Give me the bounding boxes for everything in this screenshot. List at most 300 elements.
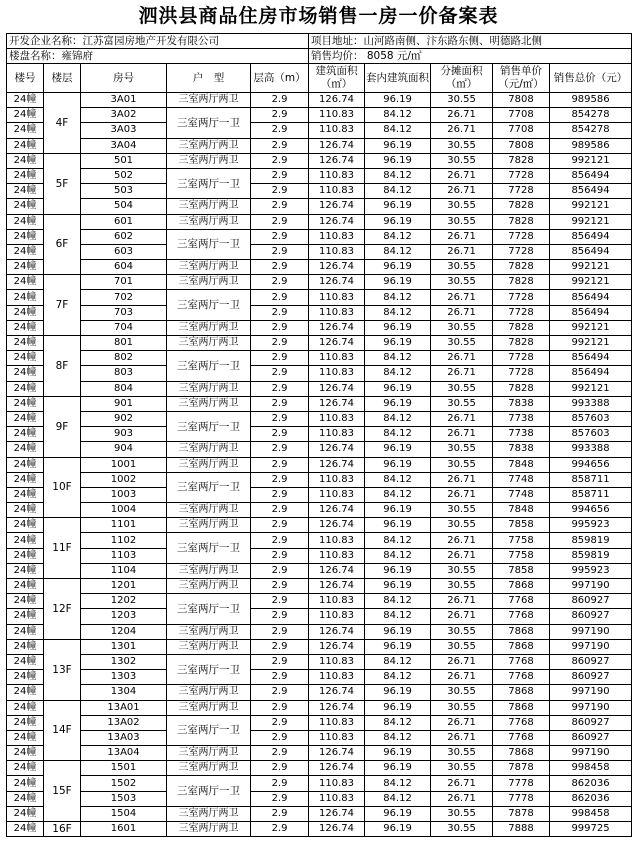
area-cell: 110.83 xyxy=(309,168,365,183)
inner-area-cell: 84.12 xyxy=(365,366,431,381)
total-price-cell: 992121 xyxy=(550,214,632,229)
header-area: 建筑面积（㎡） xyxy=(309,64,365,93)
floor-cell: 16F xyxy=(44,822,81,837)
shared-area-cell: 30.55 xyxy=(431,457,493,472)
shared-area-cell: 30.55 xyxy=(431,685,493,700)
height-cell: 2.9 xyxy=(251,533,309,548)
building-cell: 24幢 xyxy=(7,260,44,275)
room-cell: 13A01 xyxy=(81,700,167,715)
room-cell: 704 xyxy=(81,320,167,335)
table-row xyxy=(7,518,632,533)
area-cell: 110.83 xyxy=(309,229,365,244)
type-cell: 三室两厅两卫 xyxy=(167,320,251,335)
type-cell: 三室两厅两卫 xyxy=(167,806,251,821)
inner-area-cell: 84.12 xyxy=(365,472,431,487)
room-cell: 904 xyxy=(81,442,167,457)
average-price: 销售均价： 8058 元/㎡ xyxy=(309,49,632,64)
area-cell: 126.74 xyxy=(309,199,365,214)
inner-area-cell: 96.19 xyxy=(365,746,431,761)
unit-price-cell: 7728 xyxy=(493,244,550,259)
area-cell: 126.74 xyxy=(309,457,365,472)
height-cell: 2.9 xyxy=(251,746,309,761)
room-cell: 802 xyxy=(81,351,167,366)
area-cell: 126.74 xyxy=(309,138,365,153)
area-cell: 110.83 xyxy=(309,184,365,199)
table-row xyxy=(7,822,632,837)
height-cell: 2.9 xyxy=(251,563,309,578)
room-cell: 502 xyxy=(81,168,167,183)
area-cell: 126.74 xyxy=(309,518,365,533)
inner-area-cell: 96.19 xyxy=(365,199,431,214)
info-row-1 xyxy=(7,34,632,49)
height-cell: 2.9 xyxy=(251,366,309,381)
header-type: 户 型 xyxy=(167,64,251,93)
type-cell: 三室两厅两卫 xyxy=(167,563,251,578)
shared-area-cell: 30.55 xyxy=(431,624,493,639)
table-row xyxy=(7,138,632,153)
room-cell: 1304 xyxy=(81,685,167,700)
total-price-cell: 858711 xyxy=(550,487,632,502)
height-cell: 2.9 xyxy=(251,685,309,700)
table-row xyxy=(7,275,632,290)
unit-price-cell: 7868 xyxy=(493,700,550,715)
table-row xyxy=(7,639,632,654)
room-cell: 703 xyxy=(81,305,167,320)
type-cell: 三室两厅两卫 xyxy=(167,761,251,776)
height-cell: 2.9 xyxy=(251,336,309,351)
unit-price-cell: 7858 xyxy=(493,563,550,578)
unit-price-cell: 7728 xyxy=(493,184,550,199)
unit-price-cell: 7848 xyxy=(493,457,550,472)
area-cell: 126.74 xyxy=(309,275,365,290)
room-cell: 1504 xyxy=(81,806,167,821)
sales-record-document xyxy=(6,0,631,837)
area-cell: 110.83 xyxy=(309,290,365,305)
building-cell: 24幢 xyxy=(7,366,44,381)
inner-area-cell: 84.12 xyxy=(365,244,431,259)
developer-name: 开发企业名称：江苏富园房地产开发有限公司 xyxy=(7,34,309,49)
area-cell: 110.83 xyxy=(309,351,365,366)
table-row xyxy=(7,487,632,502)
table-row xyxy=(7,229,632,244)
table-row xyxy=(7,579,632,594)
unit-price-cell: 7728 xyxy=(493,290,550,305)
type-cell: 三室两厅两卫 xyxy=(167,396,251,411)
total-price-cell: 858711 xyxy=(550,472,632,487)
unit-price-cell: 7768 xyxy=(493,670,550,685)
shared-area-cell: 26.71 xyxy=(431,548,493,563)
total-price-cell: 857603 xyxy=(550,411,632,426)
room-cell: 1002 xyxy=(81,472,167,487)
area-cell: 126.74 xyxy=(309,214,365,229)
inner-area-cell: 84.12 xyxy=(365,609,431,624)
unit-price-cell: 7868 xyxy=(493,624,550,639)
height-cell: 2.9 xyxy=(251,579,309,594)
total-price-cell: 862036 xyxy=(550,791,632,806)
height-cell: 2.9 xyxy=(251,199,309,214)
table-row xyxy=(7,168,632,183)
room-cell: 902 xyxy=(81,411,167,426)
unit-price-cell: 7858 xyxy=(493,518,550,533)
unit-price-cell: 7888 xyxy=(493,822,550,837)
type-cell: 三室两厅两卫 xyxy=(167,579,251,594)
area-cell: 110.83 xyxy=(309,305,365,320)
building-cell: 24幢 xyxy=(7,639,44,654)
unit-price-cell: 7778 xyxy=(493,791,550,806)
total-price-cell: 998458 xyxy=(550,806,632,821)
inner-area-cell: 84.12 xyxy=(365,776,431,791)
height-cell: 2.9 xyxy=(251,503,309,518)
shared-area-cell: 30.55 xyxy=(431,138,493,153)
table-row xyxy=(7,806,632,821)
shared-area-cell: 30.55 xyxy=(431,442,493,457)
area-cell: 126.74 xyxy=(309,153,365,168)
shared-area-cell: 30.55 xyxy=(431,518,493,533)
shared-area-cell: 30.55 xyxy=(431,761,493,776)
room-cell: 903 xyxy=(81,427,167,442)
unit-price-cell: 7728 xyxy=(493,168,550,183)
table-row xyxy=(7,396,632,411)
type-cell: 三室两厅两卫 xyxy=(167,746,251,761)
area-cell: 110.83 xyxy=(309,715,365,730)
shared-area-cell: 26.71 xyxy=(431,351,493,366)
room-cell: 803 xyxy=(81,366,167,381)
unit-price-cell: 7748 xyxy=(493,487,550,502)
building-cell: 24幢 xyxy=(7,609,44,624)
type-cell: 三室两厅两卫 xyxy=(167,214,251,229)
inner-area-cell: 96.19 xyxy=(365,457,431,472)
area-cell: 110.83 xyxy=(309,548,365,563)
total-price-cell: 856494 xyxy=(550,366,632,381)
building-cell: 24幢 xyxy=(7,411,44,426)
area-cell: 126.74 xyxy=(309,806,365,821)
shared-area-cell: 26.71 xyxy=(431,123,493,138)
total-price-cell: 997190 xyxy=(550,579,632,594)
floor-cell: 5F xyxy=(44,153,81,214)
building-cell: 24幢 xyxy=(7,746,44,761)
building-cell: 24幢 xyxy=(7,290,44,305)
inner-area-cell: 96.19 xyxy=(365,639,431,654)
room-cell: 503 xyxy=(81,184,167,199)
building-cell: 24幢 xyxy=(7,184,44,199)
shared-area-cell: 26.71 xyxy=(431,290,493,305)
inner-area-cell: 96.19 xyxy=(365,442,431,457)
area-cell: 126.74 xyxy=(309,442,365,457)
type-cell: 三室两厅一卫 xyxy=(167,168,251,198)
total-price-cell: 856494 xyxy=(550,168,632,183)
inner-area-cell: 84.12 xyxy=(365,670,431,685)
unit-price-cell: 7878 xyxy=(493,806,550,821)
height-cell: 2.9 xyxy=(251,320,309,335)
room-cell: 3A02 xyxy=(81,108,167,123)
area-cell: 110.83 xyxy=(309,791,365,806)
building-cell: 24幢 xyxy=(7,487,44,502)
inner-area-cell: 96.19 xyxy=(365,806,431,821)
area-cell: 110.83 xyxy=(309,654,365,669)
type-cell: 三室两厅两卫 xyxy=(167,822,251,837)
building-cell: 24幢 xyxy=(7,138,44,153)
shared-area-cell: 26.71 xyxy=(431,533,493,548)
table-row xyxy=(7,123,632,138)
table-row xyxy=(7,685,632,700)
room-cell: 1301 xyxy=(81,639,167,654)
unit-price-cell: 7758 xyxy=(493,548,550,563)
inner-area-cell: 96.19 xyxy=(365,518,431,533)
height-cell: 2.9 xyxy=(251,548,309,563)
height-cell: 2.9 xyxy=(251,791,309,806)
total-price-cell: 862036 xyxy=(550,776,632,791)
inner-area-cell: 84.12 xyxy=(365,715,431,730)
room-cell: 1503 xyxy=(81,791,167,806)
height-cell: 2.9 xyxy=(251,518,309,533)
inner-area-cell: 96.19 xyxy=(365,214,431,229)
total-price-cell: 860927 xyxy=(550,670,632,685)
shared-area-cell: 26.71 xyxy=(431,229,493,244)
header-room: 房号 xyxy=(81,64,167,93)
building-cell: 24幢 xyxy=(7,199,44,214)
type-cell: 三室两厅两卫 xyxy=(167,624,251,639)
height-cell: 2.9 xyxy=(251,411,309,426)
room-cell: 604 xyxy=(81,260,167,275)
building-cell: 24幢 xyxy=(7,518,44,533)
inner-area-cell: 84.12 xyxy=(365,305,431,320)
room-cell: 1601 xyxy=(81,822,167,837)
unit-price-cell: 7758 xyxy=(493,533,550,548)
shared-area-cell: 26.71 xyxy=(431,244,493,259)
building-cell: 24幢 xyxy=(7,624,44,639)
header-building: 楼号 xyxy=(7,64,44,93)
shared-area-cell: 26.71 xyxy=(431,609,493,624)
type-cell: 三室两厅一卫 xyxy=(167,290,251,320)
room-cell: 1103 xyxy=(81,548,167,563)
area-cell: 110.83 xyxy=(309,427,365,442)
price-table xyxy=(6,33,632,837)
room-cell: 1104 xyxy=(81,563,167,578)
height-cell: 2.9 xyxy=(251,594,309,609)
table-row xyxy=(7,548,632,563)
height-cell: 2.9 xyxy=(251,396,309,411)
inner-area-cell: 84.12 xyxy=(365,108,431,123)
room-cell: 1001 xyxy=(81,457,167,472)
unit-price-cell: 7728 xyxy=(493,305,550,320)
type-cell: 三室两厅一卫 xyxy=(167,594,251,624)
area-cell: 110.83 xyxy=(309,366,365,381)
inner-area-cell: 96.19 xyxy=(365,396,431,411)
table-row xyxy=(7,670,632,685)
type-cell: 三室两厅两卫 xyxy=(167,153,251,168)
room-cell: 1204 xyxy=(81,624,167,639)
height-cell: 2.9 xyxy=(251,442,309,457)
unit-price-cell: 7738 xyxy=(493,427,550,442)
header-unit-price: 销售单价（元/㎡） xyxy=(493,64,550,93)
shared-area-cell: 26.71 xyxy=(431,487,493,502)
total-price-cell: 989586 xyxy=(550,138,632,153)
shared-area-cell: 26.71 xyxy=(431,366,493,381)
room-cell: 1201 xyxy=(81,579,167,594)
shared-area-cell: 26.71 xyxy=(431,108,493,123)
shared-area-cell: 26.71 xyxy=(431,594,493,609)
inner-area-cell: 84.12 xyxy=(365,548,431,563)
building-cell: 24幢 xyxy=(7,472,44,487)
table-row xyxy=(7,93,632,108)
inner-area-cell: 96.19 xyxy=(365,275,431,290)
building-cell: 24幢 xyxy=(7,533,44,548)
shared-area-cell: 30.55 xyxy=(431,396,493,411)
height-cell: 2.9 xyxy=(251,305,309,320)
total-price-cell: 998458 xyxy=(550,761,632,776)
floor-cell: 11F xyxy=(44,518,81,579)
table-row xyxy=(7,336,632,351)
area-cell: 110.83 xyxy=(309,609,365,624)
inner-area-cell: 84.12 xyxy=(365,654,431,669)
type-cell: 三室两厅一卫 xyxy=(167,351,251,381)
shared-area-cell: 30.55 xyxy=(431,579,493,594)
shared-area-cell: 30.55 xyxy=(431,260,493,275)
room-cell: 1302 xyxy=(81,654,167,669)
room-cell: 13A04 xyxy=(81,746,167,761)
unit-price-cell: 7768 xyxy=(493,594,550,609)
floor-cell: 13F xyxy=(44,639,81,700)
type-cell: 三室两厅两卫 xyxy=(167,518,251,533)
unit-price-cell: 7808 xyxy=(493,93,550,108)
floor-cell: 14F xyxy=(44,700,81,761)
building-cell: 24幢 xyxy=(7,168,44,183)
inner-area-cell: 96.19 xyxy=(365,93,431,108)
total-price-cell: 856494 xyxy=(550,244,632,259)
area-cell: 126.74 xyxy=(309,639,365,654)
type-cell: 三室两厅两卫 xyxy=(167,503,251,518)
height-cell: 2.9 xyxy=(251,108,309,123)
inner-area-cell: 96.19 xyxy=(365,336,431,351)
building-cell: 24幢 xyxy=(7,503,44,518)
room-cell: 1303 xyxy=(81,670,167,685)
unit-price-cell: 7848 xyxy=(493,503,550,518)
shared-area-cell: 30.55 xyxy=(431,93,493,108)
table-row xyxy=(7,427,632,442)
total-price-cell: 994656 xyxy=(550,457,632,472)
room-cell: 602 xyxy=(81,229,167,244)
inner-area-cell: 84.12 xyxy=(365,791,431,806)
building-cell: 24幢 xyxy=(7,579,44,594)
building-cell: 24幢 xyxy=(7,123,44,138)
height-cell: 2.9 xyxy=(251,290,309,305)
height-cell: 2.9 xyxy=(251,93,309,108)
shared-area-cell: 30.55 xyxy=(431,214,493,229)
unit-price-cell: 7868 xyxy=(493,579,550,594)
height-cell: 2.9 xyxy=(251,168,309,183)
table-row xyxy=(7,533,632,548)
building-cell: 24幢 xyxy=(7,214,44,229)
type-cell: 三室两厅两卫 xyxy=(167,442,251,457)
project-name: 楼盘名称：雍锦府 xyxy=(7,49,309,64)
height-cell: 2.9 xyxy=(251,275,309,290)
unit-price-cell: 7708 xyxy=(493,123,550,138)
total-price-cell: 994656 xyxy=(550,503,632,518)
inner-area-cell: 96.19 xyxy=(365,579,431,594)
shared-area-cell: 30.55 xyxy=(431,806,493,821)
area-cell: 126.74 xyxy=(309,396,365,411)
header-shared-area: 分摊面积（㎡） xyxy=(431,64,493,93)
total-price-cell: 860927 xyxy=(550,715,632,730)
inner-area-cell: 96.19 xyxy=(365,153,431,168)
area-cell: 126.74 xyxy=(309,260,365,275)
total-price-cell: 859819 xyxy=(550,548,632,563)
inner-area-cell: 96.19 xyxy=(365,381,431,396)
unit-price-cell: 7738 xyxy=(493,411,550,426)
total-price-cell: 860927 xyxy=(550,609,632,624)
building-cell: 24幢 xyxy=(7,244,44,259)
area-cell: 126.74 xyxy=(309,93,365,108)
area-cell: 110.83 xyxy=(309,776,365,791)
inner-area-cell: 84.12 xyxy=(365,487,431,502)
unit-price-cell: 7768 xyxy=(493,730,550,745)
table-row xyxy=(7,153,632,168)
inner-area-cell: 84.12 xyxy=(365,730,431,745)
total-price-cell: 992121 xyxy=(550,153,632,168)
total-price-cell: 992121 xyxy=(550,381,632,396)
height-cell: 2.9 xyxy=(251,351,309,366)
height-cell: 2.9 xyxy=(251,381,309,396)
area-cell: 126.74 xyxy=(309,336,365,351)
building-cell: 24幢 xyxy=(7,654,44,669)
table-row xyxy=(7,746,632,761)
shared-area-cell: 26.71 xyxy=(431,730,493,745)
table-row xyxy=(7,457,632,472)
table-row xyxy=(7,366,632,381)
unit-price-cell: 7838 xyxy=(493,442,550,457)
inner-area-cell: 96.19 xyxy=(365,822,431,837)
room-cell: 3A04 xyxy=(81,138,167,153)
total-price-cell: 992121 xyxy=(550,199,632,214)
floor-cell: 10F xyxy=(44,457,81,518)
area-cell: 110.83 xyxy=(309,108,365,123)
inner-area-cell: 84.12 xyxy=(365,229,431,244)
unit-price-cell: 7828 xyxy=(493,381,550,396)
header-total-price: 销售总价（元） xyxy=(550,64,632,93)
table-row xyxy=(7,624,632,639)
inner-area-cell: 84.12 xyxy=(365,168,431,183)
shared-area-cell: 30.55 xyxy=(431,700,493,715)
shared-area-cell: 30.55 xyxy=(431,336,493,351)
unit-price-cell: 7778 xyxy=(493,776,550,791)
table-row xyxy=(7,776,632,791)
room-cell: 501 xyxy=(81,153,167,168)
total-price-cell: 997190 xyxy=(550,700,632,715)
total-price-cell: 856494 xyxy=(550,305,632,320)
unit-price-cell: 7808 xyxy=(493,138,550,153)
area-cell: 110.83 xyxy=(309,594,365,609)
height-cell: 2.9 xyxy=(251,457,309,472)
inner-area-cell: 96.19 xyxy=(365,685,431,700)
shared-area-cell: 30.55 xyxy=(431,153,493,168)
total-price-cell: 992121 xyxy=(550,320,632,335)
total-price-cell: 854278 xyxy=(550,123,632,138)
inner-area-cell: 84.12 xyxy=(365,351,431,366)
building-cell: 24幢 xyxy=(7,153,44,168)
total-price-cell: 993388 xyxy=(550,442,632,457)
shared-area-cell: 26.71 xyxy=(431,427,493,442)
height-cell: 2.9 xyxy=(251,670,309,685)
unit-price-cell: 7828 xyxy=(493,199,550,214)
room-cell: 603 xyxy=(81,244,167,259)
unit-price-cell: 7768 xyxy=(493,715,550,730)
shared-area-cell: 26.71 xyxy=(431,168,493,183)
table-row xyxy=(7,214,632,229)
height-cell: 2.9 xyxy=(251,654,309,669)
table-row xyxy=(7,381,632,396)
total-price-cell: 997190 xyxy=(550,624,632,639)
total-price-cell: 859819 xyxy=(550,533,632,548)
